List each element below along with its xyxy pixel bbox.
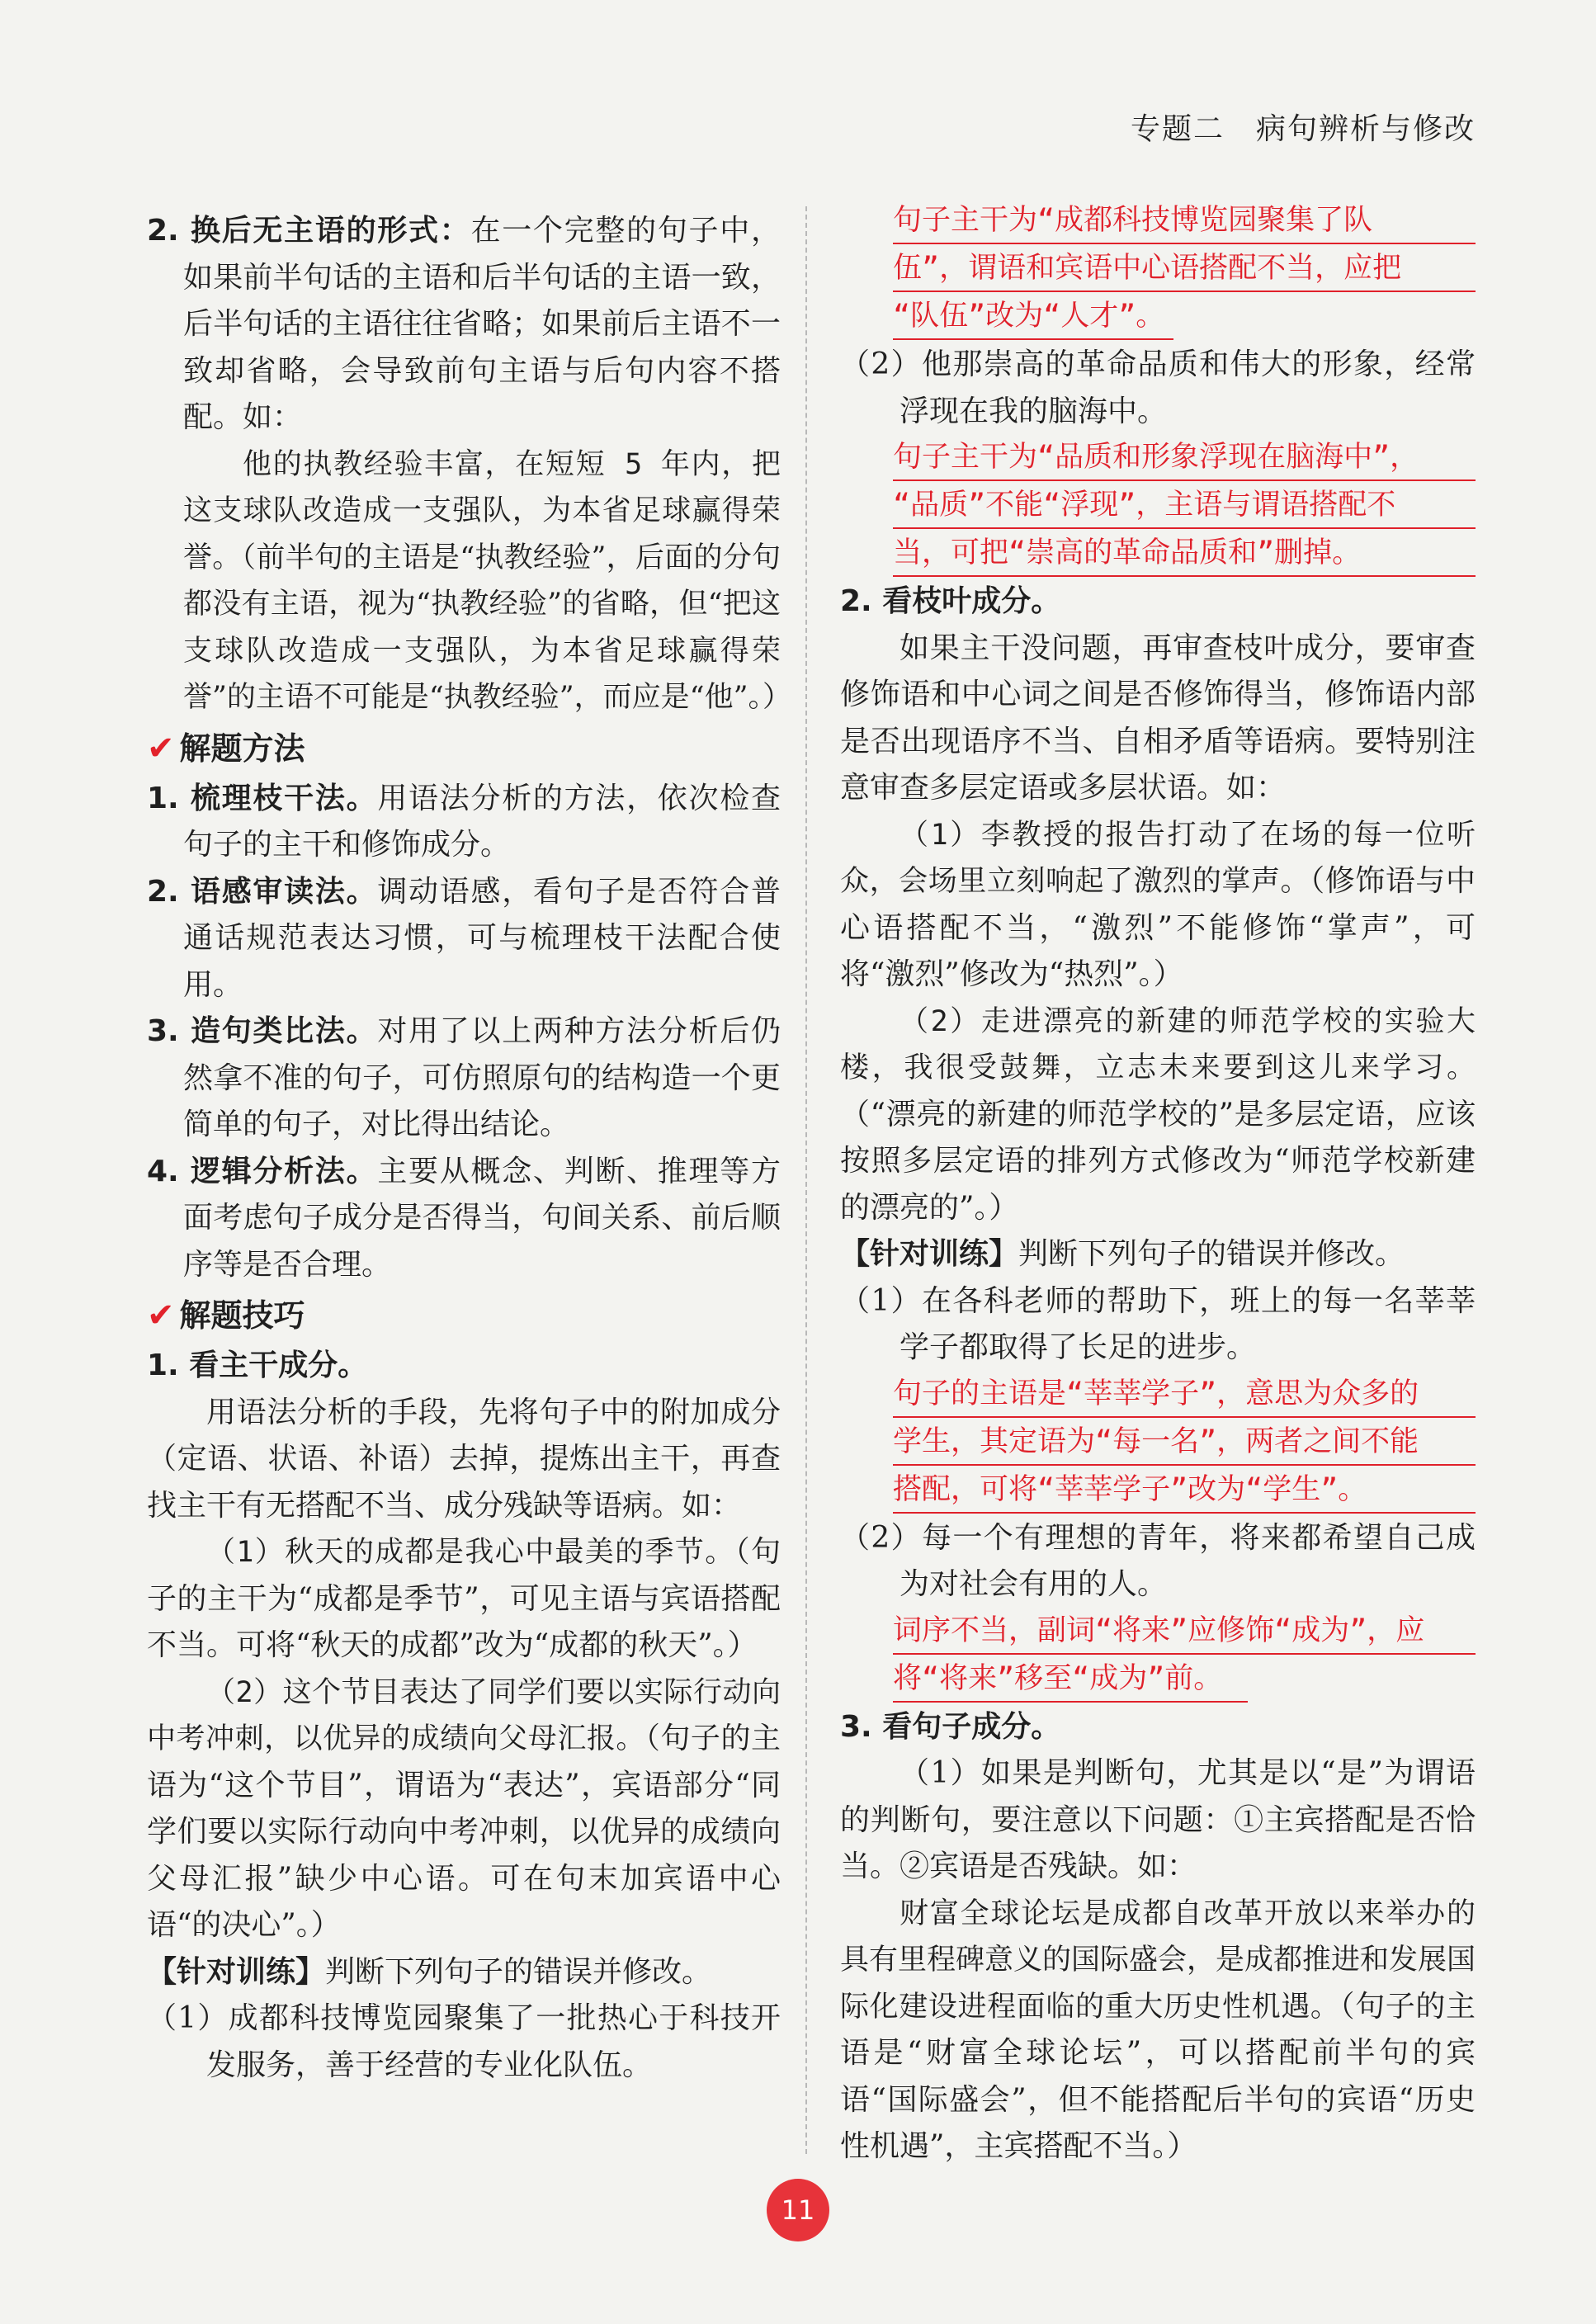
point-text: 在一个完整的句子中，如果前半句话的主语和后半句话的主语一致，后半句话的主语往往省略；如果前后主语不一致却省略，会导致前句主语与后句内容不搭配。如： (183, 214, 781, 434)
method-title: 3. 造句类比法。 (147, 1014, 378, 1048)
example-text: （2）这个节目表达了同学们要以实际行动向中考冲刺，以优异的成绩向父母汇报。 (147, 1675, 781, 1755)
answer-line: 伍”，谓语和宾语中心语搭配不当，应把 (893, 246, 1476, 292)
technique-title: 1. 看主干成分。 (147, 1349, 368, 1382)
method-3 (147, 1008, 781, 1149)
technique-2-example-1 (840, 812, 1476, 999)
training-instruction: 判断下列句子的错误并修改。 (325, 1954, 712, 1989)
technique-1-example-2 (147, 1670, 781, 1949)
training-question-2: （2）他那崇高的革命品质和伟大的形象，经常浮现在我的脑海中。 (840, 347, 1476, 428)
answer-line: 学生，其定语为“每一名”，两者之间不能 (893, 1419, 1476, 1466)
training-answer-1 (840, 1372, 1476, 1514)
answer-line: 当，可把“崇高的革命品质和”删掉。 (893, 531, 1476, 577)
answer-line: 句子的主语是“莘莘学子”，意思为众多的 (893, 1372, 1476, 1418)
example-note: （修饰语与中心语搭配不当，“激烈”不能修饰“掌声”，可将“激烈”修改为“热烈”。） (840, 864, 1476, 991)
training-question-2: （2）每一个有理想的青年，将来都希望自己成为对社会有用的人。 (840, 1520, 1476, 1601)
section-methods (147, 723, 781, 774)
example-note: （句子的主语为“这个节目”，谓语为“表达”，宾语部分“同学们要以实际行动向中考冲刺，以优异的成绩向父母汇报”缺少中心语。可在句末加宾语中心语“的决心”。） (147, 1722, 781, 1942)
point-no-subject (147, 208, 781, 442)
section-title: 解题技巧 (179, 1297, 305, 1334)
section-techniques (147, 1290, 781, 1341)
training-instruction: 判断下列句子的错误并修改。 (1018, 1237, 1405, 1271)
page-header: 专题二 病句辨析与修改 (1130, 112, 1476, 146)
technique-2-text: 如果主干没问题，再审查枝叶成分，要审查修饰语和中心词之间是否修饰得当，修饰语内部是否出现语序不当、自相矛盾等语病。要特别注意审查多层定语或多层状语。如： (840, 631, 1476, 805)
answer-line: 句子主干为“品质和形象浮现在脑海中”， (893, 435, 1476, 481)
answer-line: 句子主干为“成都科技博览园聚集了队 (893, 198, 1476, 244)
technique-title: 2. 看枝叶成分。 (840, 584, 1061, 618)
training-question-1: （1）在各科老师的帮助下，班上的每一名莘莘学子都取得了长足的进步。 (840, 1283, 1476, 1364)
example-text: 财富全球论坛是成都自改革开放以来举办的具有里程碑意义的国际盛会，是成都推进和发展国际化建设进程面临的重大历史性机遇。 (840, 1897, 1476, 2024)
point-title: 2. 换后无主语的形式： (147, 214, 471, 248)
technique-3-title (840, 1704, 1476, 1751)
right-column (840, 198, 1476, 2170)
example-text: （2）走进漂亮的新建的师范学校的实验大楼，我很受鼓舞，立志未来要到这儿来学习。 (840, 1004, 1476, 1084)
answer-line: 搭配，可将“莘莘学子”改为“学生”。 (893, 1467, 1476, 1514)
example-note: （句子的主干为“成都是季节”，可见主语与宾语搭配不当。可将“秋天的成都”改为“成都的秋天”。） (147, 1535, 781, 1662)
technique-2-title (840, 579, 1476, 626)
technique-1-example-1 (147, 1529, 781, 1670)
example-note: （句子的主语是“财富全球论坛”，可以搭配前半句的宾语“国际盛会”，但不能搭配后半句的宾语“历史性机遇”，主宾搭配不当。） (840, 1989, 1476, 2163)
page-number: 11 (767, 2179, 829, 2241)
method-text: 对用了以上两种方法分析后仍然拿不准的句子，可仿照原句的结构造一个更简单的句子，对比得出结论。 (183, 1014, 781, 1141)
technique-1-text: 用语法分析的手段，先将句子中的附加成分（定语、状语、补语）去掉，提炼出主干，再查找主干有无搭配不当、成分残缺等语病。如： (147, 1395, 781, 1523)
technique-3-example (840, 1891, 1476, 2170)
method-text: 主要从概念、判断、推理等方面考虑句子成分是否得当，句间关系、前后顺序等是否合理。 (183, 1154, 781, 1282)
method-text: 调动语感，看句子是否符合普通话规范表达习惯，可与梳理枝干法配合使用。 (183, 874, 781, 1002)
check-icon: ✔ (147, 1297, 175, 1334)
answer-1 (840, 198, 1476, 340)
example-note: （前半句的主语是“执教经验”，后面的分句都没有主语，视为“执教经验”的省略，但“把这支球队改造成一支强队，为本省足球赢得荣誉”的主语不可能是“执教经验”，而应是“他”。） (183, 541, 791, 714)
example-text: （1）秋天的成都是我心中最美的季节。 (206, 1536, 735, 1569)
method-title: 1. 梳理枝干法。 (147, 781, 378, 815)
check-icon: ✔ (147, 729, 175, 768)
technique-2-example-2 (840, 999, 1476, 1232)
answer-line: “品质”不能“浮现”，主语与谓语搭配不 (893, 483, 1476, 529)
answer-line: “队伍”改为“人才”。 (893, 294, 1173, 340)
technique-3-text: （1）如果是判断句，尤其是以“是”为谓语的判断句，要注意以下问题：①主宾搭配是否恰当。②宾语是否残缺。如： (840, 1756, 1476, 1883)
training-label: 【针对训练】 (840, 1237, 1019, 1271)
method-title: 4. 逻辑分析法。 (147, 1154, 378, 1188)
answer-line: 词序不当，副词“将来”应修饰“成为”，应 (893, 1608, 1476, 1655)
technique-title: 3. 看句子成分。 (840, 1709, 1061, 1744)
method-text: 用语法分析的方法，依次检查句子的主干和修饰成分。 (183, 781, 781, 862)
section-title: 解题方法 (179, 730, 305, 767)
answer-2 (840, 435, 1476, 577)
method-2 (147, 869, 781, 1009)
example-sentence (147, 442, 791, 721)
training-label: 【针对训练】 (147, 1954, 326, 1989)
training-question-1: （1）成都科技博览园聚集了一批热心于科技开发服务，善于经营的专业化队伍。 (147, 2001, 781, 2082)
method-title: 2. 语感审读法。 (147, 874, 378, 909)
example-text: 他的执教经验丰富，在短短 5 年内，把这支球队改造成一支强队，为本省足球赢得荣誉。 (183, 447, 781, 574)
technique-1-title (147, 1343, 781, 1390)
training-heading (147, 1949, 781, 1996)
method-4 (147, 1149, 781, 1289)
example-note: （“漂亮的新建的师范学校的”是多层定语，应该按照多层定语的排列方式修改为“师范学校新建的漂亮的”。） (840, 1097, 1476, 1225)
method-1 (147, 776, 781, 869)
training-heading (840, 1231, 1476, 1278)
example-text: （1）李教授的报告打动了在场的每一位听众，会场里立刻响起了激烈的掌声。 (840, 818, 1476, 898)
answer-line: 将“将来”移至“成为”前。 (893, 1656, 1248, 1703)
training-answer-2 (840, 1608, 1476, 1703)
left-column (147, 208, 791, 2089)
column-divider (805, 206, 807, 2154)
